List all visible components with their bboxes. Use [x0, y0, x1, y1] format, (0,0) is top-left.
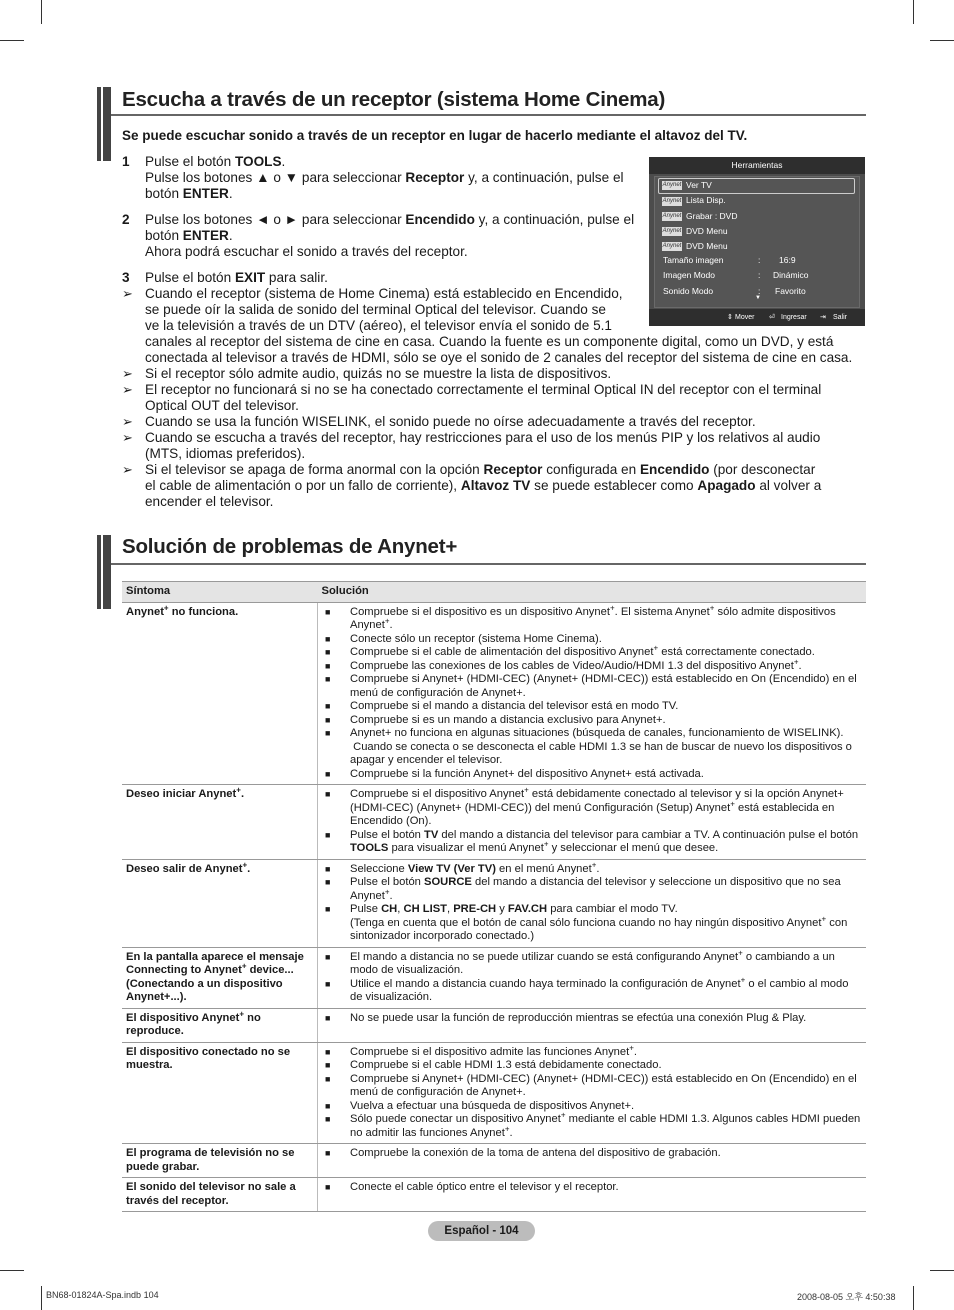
menu-setting-label: Imagen Modo [663, 270, 715, 281]
note-text: Si el receptor sólo admite audio, quizás no se muestre la lista de dispositivos. [145, 366, 612, 381]
solution-cell [318, 1008, 867, 1042]
troubleshooting-table [122, 581, 866, 1212]
note-text: Si el televisor se apaga de forma anormal con la opción Receptor configurada en Encendido (por desconectar [145, 462, 816, 477]
symptom-cell: Deseo iniciar Anynet+. [122, 785, 318, 860]
menu-item[interactable] [662, 178, 712, 192]
step-text: Pulse los botones ◄ o ► para seleccionar Encendido y, a continuación, pulse el [145, 212, 635, 227]
solution-item: ■ El mando a distancia no se puede utilizar cuando se está configurando Anynet+ o cambiando a un modo de visualización. [322, 951, 862, 978]
note-text: ve la televisión a través de un DTV (aéreo), el televisor envía el sonido de 5.1 [145, 318, 612, 333]
table-row [122, 947, 866, 1008]
table-row [122, 859, 866, 947]
menu-setting-separator: : [758, 285, 761, 296]
note-text: Cuando el receptor (sistema de Home Cinema) está establecido en Encendido, [145, 286, 623, 301]
note-arrow-icon: ➢ [122, 366, 133, 381]
note-arrow-icon: ➢ [122, 430, 133, 445]
print-timestamp: 2008-08-05 오후 4:50:38 [797, 1292, 896, 1302]
solution-item: ■ Vuelva a efectuar una búsqueda de dispositivos Anynet+. [322, 1100, 862, 1114]
menu-setting-separator: : [758, 255, 761, 265]
step-number: 3 [122, 270, 130, 285]
solution-cell [318, 1178, 867, 1212]
intro-text: Se puede escuchar sonido a través de un receptor en lugar de hacerlo mediante el altavoz del TV. [122, 128, 748, 143]
anynet-icon: Anynet [662, 212, 682, 219]
solution-item: ■ No se puede usar la función de reproducción mientras se efectúa una conexión Plug & Play. [322, 1012, 862, 1026]
anynet-icon: Anynet [662, 197, 682, 204]
move-icon: ⇕ [727, 314, 733, 321]
note-text: Cuando se escucha a través del receptor, hay restricciones para el uso de los menús PIP y los relativos al audio [145, 430, 821, 445]
menu-move-label: Mover [735, 314, 755, 321]
solution-cell [318, 785, 867, 860]
solution-cell [318, 859, 867, 947]
symptom-cell: Anynet+ no funciona. [122, 602, 318, 785]
solution-item: ■ Compruebe si la función Anynet+ del dispositivo Anynet+ está activada. [322, 768, 862, 782]
scroll-down-icon[interactable]: ▼ [755, 295, 761, 301]
solution-item: ■ Compruebe si Anynet+ (HDMI-CEC) (Anynet+ (HDMI-CEC)) está establecido en On (Encendido) en el menú de configuración de Anynet+. [322, 1073, 862, 1100]
menu-setting-separator: : [758, 270, 761, 281]
step-text: Pulse el botón TOOLS. [145, 154, 286, 169]
note-arrow-icon: ➢ [122, 414, 133, 429]
menu-setting-value[interactable]: Favorito [775, 285, 806, 296]
step-text: Pulse el botón EXIT para salir. [145, 270, 328, 285]
section-title: Escucha a través de un receptor (sistema Home Cinema) [122, 88, 666, 111]
solution-cell [318, 1144, 867, 1178]
crop-mark [930, 1270, 954, 1271]
section-title: Solución de problemas de Anynet+ [122, 535, 458, 558]
solution-item: ■ Conecte el cable óptico entre el televisor y el receptor. [322, 1181, 862, 1195]
menu-setting-value[interactable]: 16:9 [779, 255, 796, 265]
note-text: encender el televisor. [145, 494, 274, 509]
solution-cell [318, 947, 867, 1008]
solution-item: ■ Compruebe si es un mando a distancia exclusivo para Anynet+. [322, 714, 862, 728]
note-text: canales al receptor del sistema de cine en casa. Cuando la fuente es un componente digital, como un DVD, y está [145, 334, 834, 349]
solution-item: ■ Utilice el mando a distancia cuando haya terminado la configuración de Anynet+ o el cambio al modo de visualización. [322, 978, 862, 1005]
solution-item: ■ Pulse el botón SOURCE del mando a distancia del televisor y seleccione un dispositivo que no sea Anynet+. [322, 876, 862, 903]
enter-icon: ⏎ [769, 314, 775, 321]
solution-item: ■ Pulse CH, CH LIST, PRE-CH y FAV.CH para cambiar el modo TV. (Tenga en cuenta que el botón de canal sólo funciona cuando no hay ningún dispositivo Anynet+ con sintonizador incorporado conectado.) [322, 903, 862, 944]
symptom-cell: El dispositivo conectado no se muestra. [122, 1042, 318, 1144]
menu-enter-label: Ingresar [781, 314, 807, 321]
step-text: Pulse los botones ▲ o ▼ para seleccionar Receptor y, a continuación, pulse el [145, 170, 624, 185]
menu-title: Herramientas [649, 157, 865, 174]
menu-item-label: DVD Menu [686, 225, 728, 236]
table-row [122, 602, 866, 785]
solution-item: ■ Compruebe si el cable de alimentación del dispositivo Anynet+ está correctamente conectado. [322, 646, 862, 660]
note-text: (MTS, idiomas preferidos). [145, 446, 306, 461]
solution-item: ■ Compruebe las conexiones de los cables de Video/Audio/HDMI 1.3 del dispositivo Anynet+. [322, 660, 862, 674]
menu-item[interactable] [662, 193, 726, 207]
table-row [122, 1008, 866, 1042]
step-number: 2 [122, 212, 130, 227]
symptom-cell: El dispositivo Anynet+ no reproduce. [122, 1008, 318, 1042]
solution-item: ■ Conecte sólo un receptor (sistema Home Cinema). [322, 633, 862, 647]
menu-item-label: Ver TV [686, 180, 712, 190]
table-row [122, 1144, 866, 1178]
note-text: Optical OUT del televisor. [145, 398, 299, 413]
symptom-cell: El programa de televisión no se puede grabar. [122, 1144, 318, 1178]
menu-item-label: DVD Menu [686, 241, 728, 252]
note-text: Cuando se usa la función WISELINK, el sonido puede no oírse adecuadamente a través del receptor. [145, 414, 756, 429]
solution-item: ■ Compruebe si el dispositivo admite las funciones Anynet+. [322, 1046, 862, 1060]
menu-setting-value[interactable]: Dinámico [773, 270, 809, 281]
page-number: Español - 104 [428, 1221, 535, 1241]
note-text: el cable de alimentación o por un fallo de corriente), Altavoz TV se puede establecer como Apagado al volver a [145, 478, 822, 493]
step-text: botón ENTER. [145, 186, 233, 201]
file-info: BN68-01824A-Spa.indb 104 [46, 1290, 159, 1300]
solution-cell [318, 602, 867, 785]
crop-mark [0, 1270, 24, 1271]
note-text: conectada al televisor a través de HDMI, sólo se oye el sonido de 2 canales del receptor del sistema de cine en casa. [145, 350, 853, 365]
crop-mark [913, 0, 914, 24]
note-text: El receptor no funcionará si no se ha conectado correctamente el terminal Optical IN del receptor con el terminal [145, 382, 822, 397]
solution-item: ■ Compruebe si el dispositivo Anynet+ está debidamente conectado al televisor y si la opción Anynet+ (HDMI-CEC) (Anynet+ (HDMI-CEC)) del menú Configuración (Setup) Anynet+ está establecida en Encendido (On). [322, 788, 862, 829]
crop-mark [41, 0, 42, 24]
solution-item: ■ Compruebe si Anynet+ (HDMI-CEC) (Anynet+ (HDMI-CEC)) está establecido en On (Encendido) en el menú de configuración de Anynet+. [322, 673, 862, 700]
symptom-header: Síntoma [122, 582, 318, 603]
solution-item: ■ Pulse el botón TV del mando a distancia del televisor para cambiar a TV. A continuación pulse el botón TOOLS para visualizar el menú Anynet+ y seleccionar el menú que desee. [322, 829, 862, 856]
anynet-icon: Anynet [662, 243, 682, 250]
step-number: 1 [122, 154, 130, 169]
menu-item[interactable] [662, 224, 728, 238]
solution-item: ■ Anynet+ no funciona en algunas situaciones (búsqueda de canales, funcionamiento de WISELINK). Cuando se conecta o se desconecta el cable HDMI 1.3 se han de buscar de nuevo los dispositivos o apagar y encender el televisor. [322, 727, 862, 768]
table-row [122, 1042, 866, 1144]
note-arrow-icon: ➢ [122, 382, 133, 397]
step-text: Ahora podrá escuchar el sonido a través del receptor. [145, 244, 468, 259]
anynet-icon: Anynet [662, 182, 682, 189]
solution-item: ■ Seleccione View TV (Ver TV) en el menú Anynet+. [322, 863, 862, 877]
menu-item[interactable] [662, 239, 728, 253]
symptom-cell: El sonido del televisor no sale a través del receptor. [122, 1178, 318, 1212]
tools-menu [649, 157, 865, 326]
table-row [122, 785, 866, 860]
note-text: se puede oír la salida de sonido del terminal Optical del televisor. Cuando se [145, 302, 606, 317]
symptom-cell: En la pantalla aparece el mensaje Connecting to Anynet+ device... (Conectando a un dispositivo Anynet+...). [122, 947, 318, 1008]
crop-mark [41, 1286, 42, 1310]
solution-item: ■ Compruebe si el mando a distancia del televisor está en modo TV. [322, 700, 862, 714]
step-text: botón ENTER. [145, 228, 233, 243]
menu-footer [649, 309, 865, 326]
menu-body [654, 176, 860, 308]
crop-mark [913, 1286, 914, 1310]
menu-item-label: Grabar : DVD [686, 210, 738, 221]
menu-setting-label: Tamaño imagen [663, 255, 724, 265]
note-arrow-icon: ➢ [122, 462, 133, 477]
menu-setting-label: Sonido Modo [663, 285, 714, 296]
table-row [122, 1178, 866, 1212]
solution-cell [318, 1042, 867, 1144]
menu-exit-label: Salir [833, 314, 848, 321]
solution-item: ■ Compruebe la conexión de la toma de antena del dispositivo de grabación. [322, 1147, 862, 1161]
exit-icon: ⇥ [820, 314, 826, 321]
solution-item: ■ Sólo puede conectar un dispositivo Anynet+ mediante el cable HDMI 1.3. Algunos cables HDMI pueden no admitir las funciones Anynet+. [322, 1113, 862, 1140]
symptom-cell: Deseo salir de Anynet+. [122, 859, 318, 947]
menu-item[interactable] [662, 209, 738, 223]
crop-mark [0, 40, 24, 41]
crop-mark [930, 40, 954, 41]
solution-item: ■ Compruebe si el dispositivo es un dispositivo Anynet+. El sistema Anynet+ sólo admite dispositivos Anynet+. [322, 606, 862, 633]
anynet-icon: Anynet [662, 228, 682, 235]
solution-header: Solución [318, 582, 867, 603]
note-arrow-icon: ➢ [122, 286, 133, 301]
section-header [97, 87, 866, 161]
solution-item: ■ Compruebe si el cable HDMI 1.3 está debidamente conectado. [322, 1059, 862, 1073]
menu-item-label: Lista Disp. [686, 195, 726, 206]
